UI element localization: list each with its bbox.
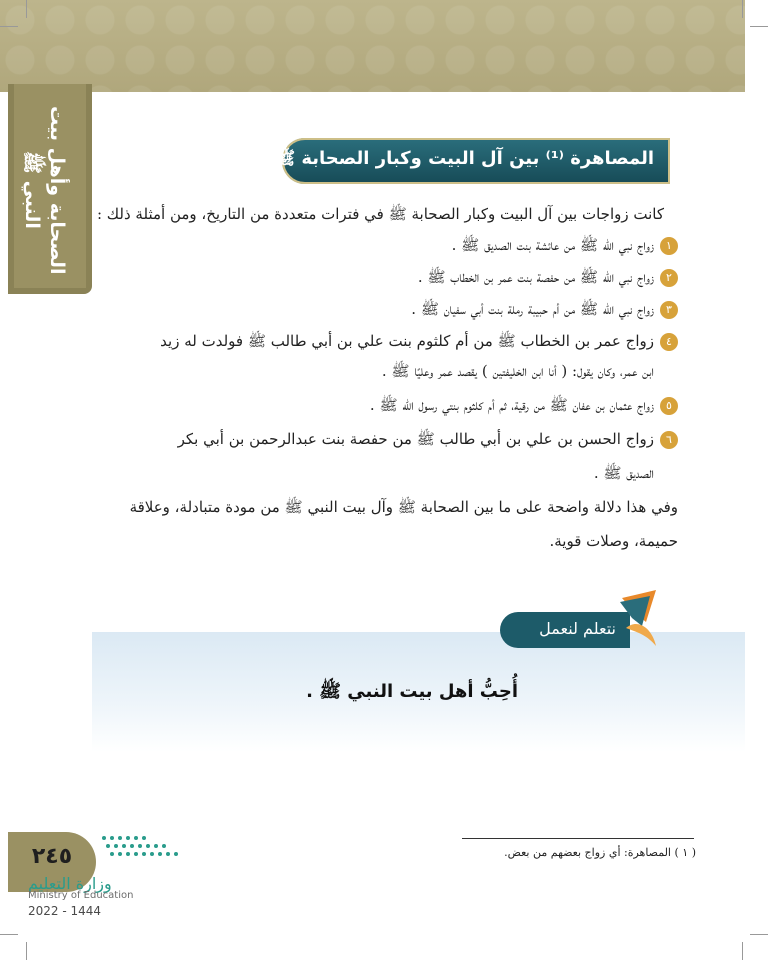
crop-mark	[742, 0, 743, 18]
crop-mark	[0, 26, 18, 27]
item-number-badge: ٦	[660, 431, 678, 449]
list-item	[411, 300, 678, 322]
list-item-continuation: ابن عمر، وكان يقول: ( أنا ابن الخليفتين ) يقصد عمر وعليًا ﷺ .	[381, 362, 654, 380]
conclusion-line-1: وفي هذا دلالة واضحة على ما بين الصحابة ﷺ وآل بيت النبي ﷺ من مودة متبادلة، وعلاقة	[129, 498, 678, 516]
ministry-name-english: Ministry of Education	[28, 890, 134, 901]
section-header	[259, 138, 670, 184]
list-item	[452, 236, 678, 258]
list-item-continuation: الصديق ﷺ .	[593, 464, 654, 482]
item-number-badge: ٢	[660, 269, 678, 287]
item-number-badge: ١	[660, 237, 678, 255]
learn-swoosh-icon	[616, 588, 662, 650]
list-item	[178, 430, 678, 452]
ministry-logo-icon	[96, 830, 184, 870]
footnote: ( ١ ) المصاهرة: أي زواج بعضهم من بعض.	[504, 846, 696, 859]
footnote-divider	[462, 838, 694, 839]
chapter-title: الصحابة وأهل بيت النبي ﷺ	[21, 105, 68, 275]
top-decorative-band	[0, 0, 745, 92]
list-item	[418, 268, 678, 290]
learn-statement: أُحِبُّ أهل بيت النبي ﷺ .	[306, 681, 518, 702]
list-item-text: زواج نبي الله ﷺ من أم حبيبة رملة بنت أبي سفيان ﷺ .	[411, 300, 654, 318]
crop-mark	[26, 942, 27, 960]
item-number-badge: ٣	[660, 301, 678, 319]
learn-label: نتعلم لنعمل	[539, 619, 616, 638]
edition-year: 2022 - 1444	[28, 904, 102, 918]
learn-label-pill	[500, 612, 630, 648]
page-number: ٢٤٥	[31, 844, 73, 869]
conclusion-line-2: حميمة، وصلات قوية.	[549, 532, 678, 550]
ministry-name-arabic: وزارة التعليم	[28, 874, 112, 893]
list-item	[370, 396, 678, 418]
crop-mark	[750, 26, 768, 27]
list-item-text: زواج عمر بن الخطاب ﷺ من أم كلثوم بنت علي بن أبي طالب ﷺ فولدت له زيد	[160, 332, 654, 350]
list-item	[160, 332, 678, 354]
list-item-text: زواج نبي الله ﷺ من عائشة بنت الصديق ﷺ .	[451, 236, 654, 254]
crop-mark	[742, 942, 743, 960]
intro-paragraph: كانت زواجات بين آل البيت وكبار الصحابة ﷺ في فترات متعددة من التاريخ، ومن أمثلة ذلك :	[96, 205, 664, 223]
item-number-badge: ٥	[660, 397, 678, 415]
list-item-text: زواج عثمان بن عفان ﷺ من رقية، ثم أم كلثوم بنتي رسول الله ﷺ .	[369, 396, 654, 414]
list-item-text: زواج الحسن بن علي بن أبي طالب ﷺ من حفصة بنت عبدالرحمن بن أبي بكر	[177, 430, 654, 448]
crop-mark	[0, 934, 18, 935]
crop-mark	[26, 0, 27, 18]
list-item-text: زواج نبي الله ﷺ من حفصة بنت عمر بن الخطاب ﷺ .	[417, 268, 654, 286]
section-header-title: المصاهرة ⁽¹⁾ بين آل البيت وكبار الصحابة ﷺ :	[259, 148, 654, 169]
item-number-badge: ٤	[660, 333, 678, 351]
crop-mark	[750, 934, 768, 935]
